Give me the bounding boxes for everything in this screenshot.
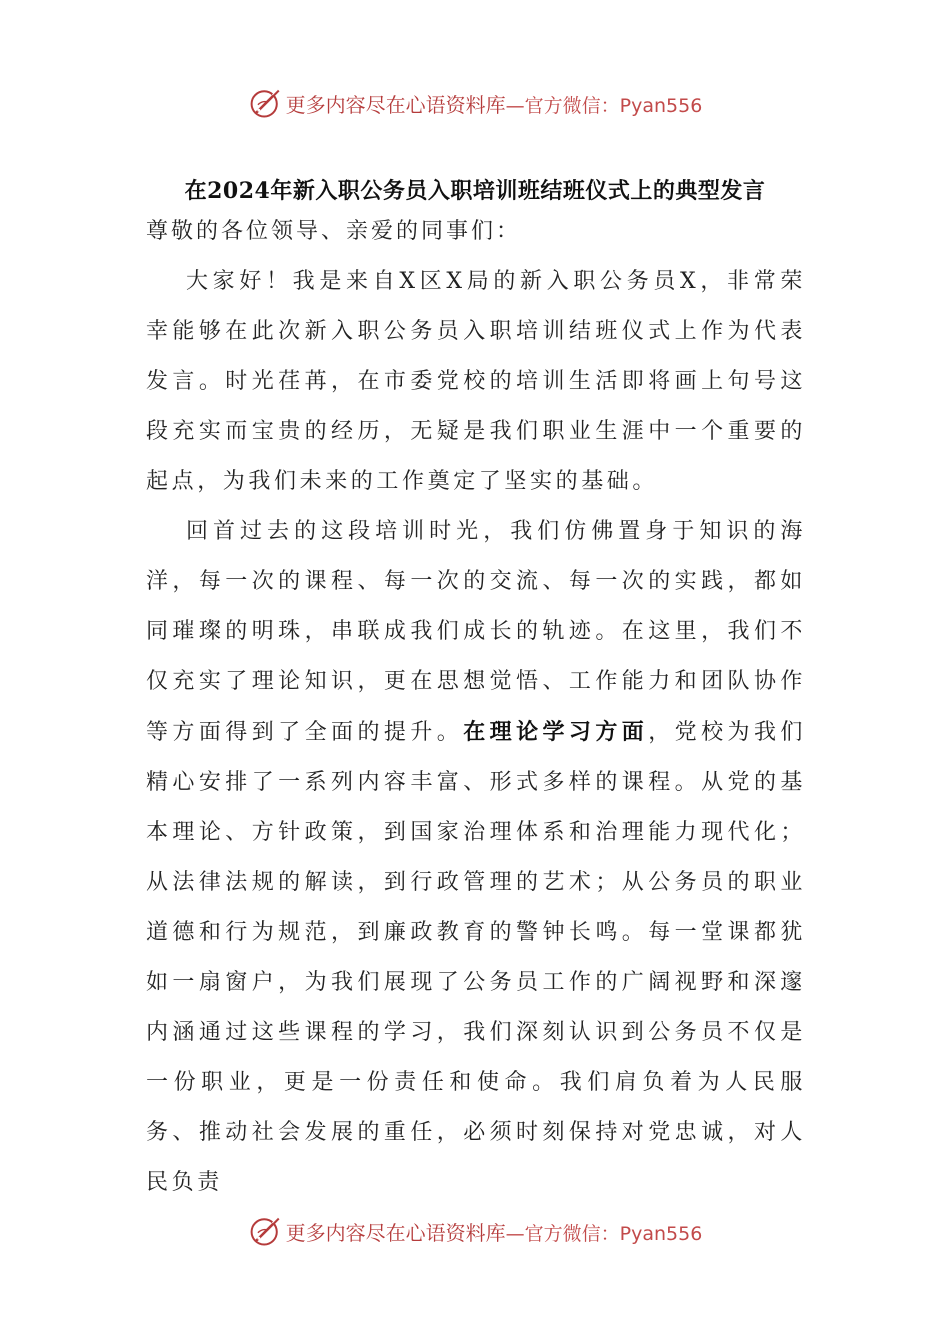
paragraph-text-segment: ，党校为我们精心安排了一系列内容丰富、形式多样的课程。从党的基本理论、方针政策，到国家治理体系和治理能力现代化；从法律法规的解读，到行政管理的艺术；从公务员的职业道德和行为规范，到廉政教育的警钟长鸣。每一堂课都犹如一扇窗户，为我们展现了公务员工作的广阔视野和深邃内涵通过这些课程的学习，我们深刻认识到公务员不仅是一份职业，更是一份责任和使命。我们肩负着为人民服务、推动社会发展的重任，必须时刻保持对党忠诚，对人民负责 xyxy=(146,720,806,1195)
watermark-text: 更多内容尽在心语资料库—官方微信：Pyan556 xyxy=(285,92,703,117)
document-title: 在2024年新入职公务员入职培训班结班仪式上的典型发言 xyxy=(184,178,766,204)
paragraph-greeting: 大家好！我是来自X区X局的新入职公务员X，非常荣幸能够在此次新入职公务员入职培训结班仪式上作为代表发言。时光荏苒，在市委党校的培训生活即将画上句号这段充实而宝贵的经历，无疑是我们职业生涯中一个重要的起点，为我们未来的工作奠定了坚实的基础。 xyxy=(146,269,806,494)
pen-nib-logo-icon xyxy=(248,1213,284,1249)
header-watermark xyxy=(0,83,950,123)
paragraph-training-review xyxy=(146,507,806,1208)
footer-watermark xyxy=(0,1211,950,1251)
paragraph-bold-heading: 在理论学习方面 xyxy=(463,719,649,745)
document-body xyxy=(146,207,806,1208)
pen-nib-logo-icon xyxy=(248,85,284,121)
salutation: 尊敬的各位领导、亲爱的同事们： xyxy=(146,219,522,244)
paragraph-text-segment: 回首过去的这段培训时光，我们仿佛置身于知识的海洋，每一次的课程、每一次的交流、每一次的实践，都如同璀璨的明珠，串联成我们成长的轨迹。在这里，我们不仅充实了理论知识，更在思想觉悟、工作能力和团队协作等方面得到了全面的提升。 xyxy=(146,519,806,745)
watermark-text: 更多内容尽在心语资料库—官方微信：Pyan556 xyxy=(285,1220,703,1245)
